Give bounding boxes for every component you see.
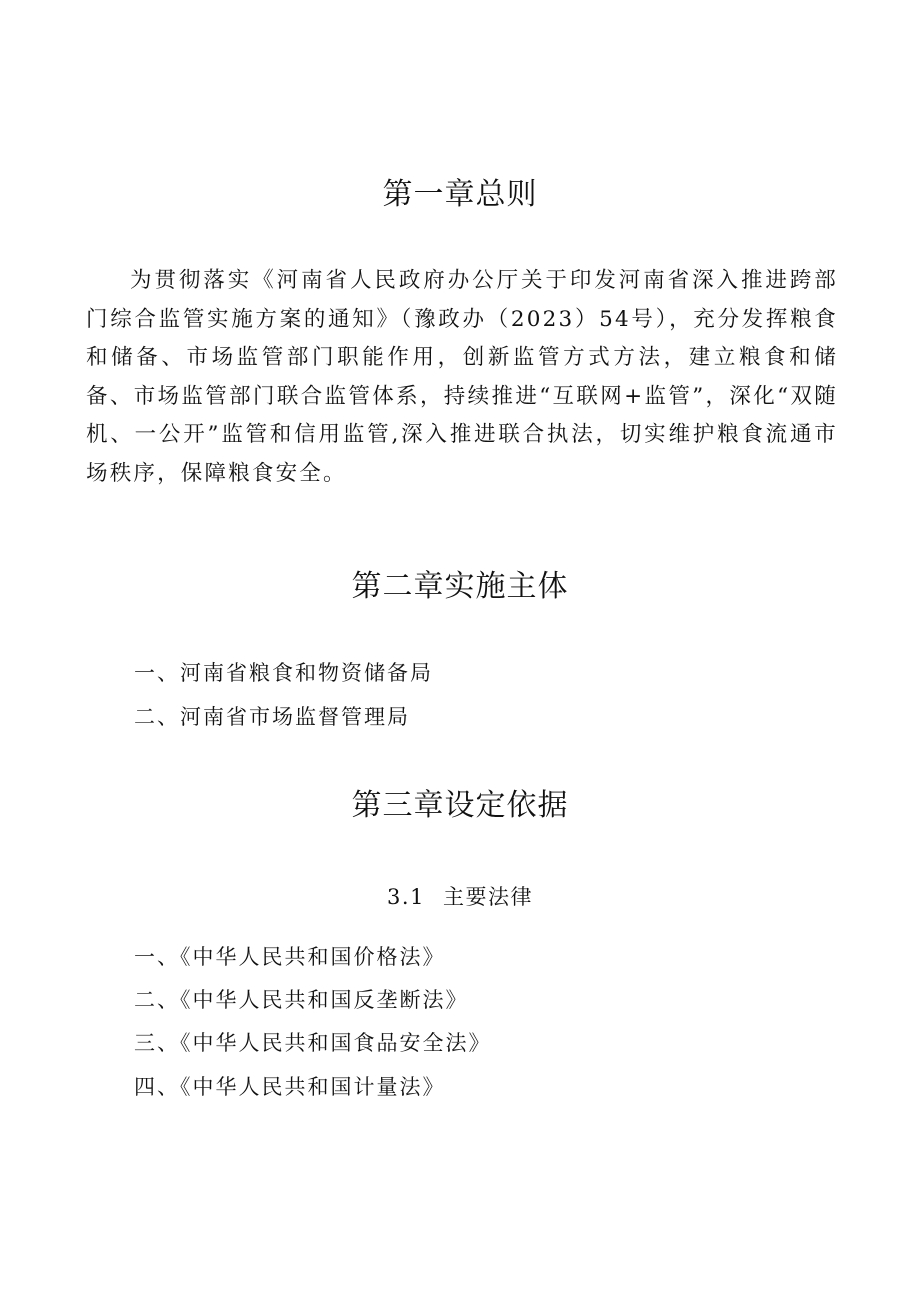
section-number: 3.1 — [387, 885, 425, 909]
law-item-3: 三、《中华人民共和国食品安全法》 — [134, 1031, 492, 1055]
chapter2-title: 第二章实施主体 — [351, 569, 569, 604]
law-item-1: 一、《中华人民共和国价格法》 — [134, 945, 446, 969]
section-title: 主要法律 — [442, 885, 533, 909]
law-item-2: 二、《中华人民共和国反垄断法》 — [134, 988, 469, 1012]
chapter3-title: 第三章设定依据 — [351, 788, 569, 823]
section-3-1-heading — [0, 882, 920, 912]
chapter2-item-1: 一、河南省粮食和物资储备局 — [134, 661, 433, 685]
chapter2-item-2: 二、河南省市场监督管理局 — [134, 705, 410, 729]
law-item-4: 四、《中华人民共和国计量法》 — [134, 1075, 446, 1099]
chapter1-paragraph: 为贯彻落实《河南省人民政府办公厅关于印发河南省深入推进跨部门综合监管实施方案的通知》（豫政办（2023）54号），充分发挥粮食和储备、市场监管部门职能作用，创新监管方式方法，建立粮食和储备、市场监管部门联合监管体系，持续推进“互联网+监管”，深化“双随机、一公开”监管和信用监管,深入推进联合执法，切实维护粮食流通市场秩序，保障粮食安全。 — [86, 268, 838, 486]
chapter1-title: 第一章总则 — [382, 177, 538, 212]
